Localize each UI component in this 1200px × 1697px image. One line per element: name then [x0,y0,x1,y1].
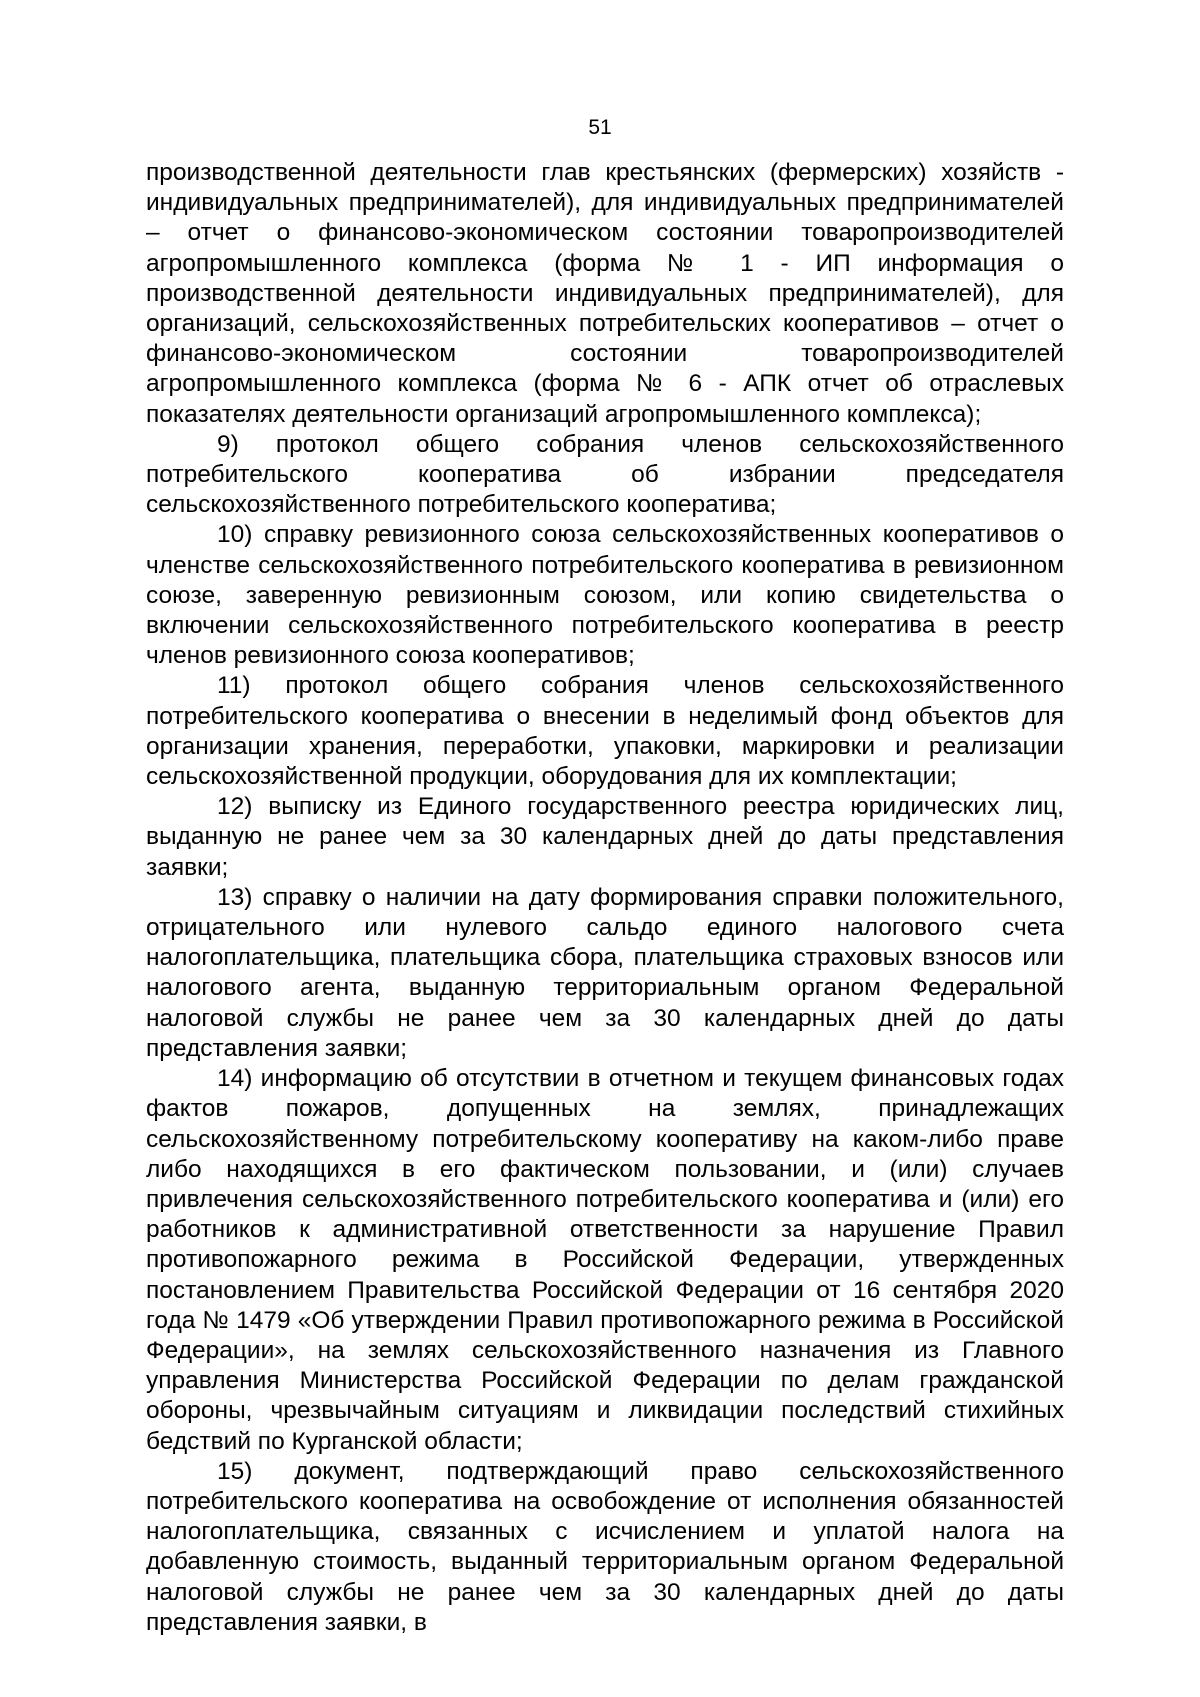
paragraph-8-continuation: производственной деятельности глав крестьянских (фермерских) хозяйств - индивидуальных предпринимателей), для индивидуальных предпринимателей – отчет о финансово-экономическом состоянии товаропроизводителей агропромышленного комплекса (форма № 1 - ИП информация о производственной деятельности индивидуальных предпринимателей), для организаций, сельскохозяйственных потребительских кооперативов – отчет о финансово-экономическом состоянии товаропроизводителей агропромышленного комплекса (форма № 6 - АПК отчет об отраслевых показателях деятельности организаций агропромышленного комплекса); [146,159,1064,428]
document-body [146,158,1064,1638]
paragraph-item-12: 12) выписку из Единого государственного реестра юридических лиц, выданную не ранее чем за 30 календарных дней до даты представления заявки; [146,793,1064,881]
page-number: 51 [588,116,612,139]
paragraph-item-11: 11) протокол общего собрания членов сельскохозяйственного потребительского кооператива о внесении в неделимый фонд объектов для организации хранения, переработки, упаковки, маркировки и реализации сельскохозяйственной продукции, оборудования для их комплектации; [146,672,1064,791]
paragraph-item-10: 10) справку ревизионного союза сельскохозяйственных кооперативов о членстве сельскохозяйственного потребительского кооператива в ревизионном союзе, заверенную ревизионным союзом, или копию свидетельства о включении сельскохозяйственного потребительского кооператива в реестр членов ревизионного союза кооперативов; [146,521,1064,670]
paragraph-item-9: 9) протокол общего собрания членов сельскохозяйственного потребительского кооператива об избрании председателя сельскохозяйственного потребительского кооператива; [146,430,1064,519]
paragraph-item-14: 14) информацию об отсутствии в отчетном и текущем финансовых годах фактов пожаров, допущенных на землях, принадлежащих сельскохозяйственному потребительскому кооперативу на каком-либо праве либо находящихся в его фактическом пользовании, и (или) случаев привлечения сельскохозяйственного потребительского кооператива и (или) его работников к административной ответственности за нарушение Правил противопожарного режима в Российской Федерации, утвержденных постановлением Правительства Российской Федерации от 16 сентября 2020 года № 1479 «Об утверждении Правил противопожарного режима в Российской Федерации», на землях сельскохозяйственного назначения из Главного управления Министерства Российской Федерации по делам гражданской обороны, чрезвычайным ситуациям и ликвидации последствий стихийных бедствий по Курганской области; [146,1065,1064,1455]
paragraph-item-13: 13) справку о наличии на дату формирования справки положительного, отрицательного или нулевого сальдо единого налогового счета налогоплательщика, плательщика сбора, плательщика страховых взносов или налогового агента, выданную территориальным органом Федеральной налоговой службы не ранее чем за 30 календарных дней до даты представления заявки; [146,883,1064,1062]
paragraph-item-15: 15) документ, подтверждающий право сельскохозяйственного потребительского кооператива на освобождение от исполнения обязанностей налогоплательщика, связанных с исчислением и уплатой налога на добавленную стоимость, выданный территориальным органом Федеральной налоговой службы не ранее чем за 30 календарных дней до даты представления заявки, в [146,1457,1064,1636]
